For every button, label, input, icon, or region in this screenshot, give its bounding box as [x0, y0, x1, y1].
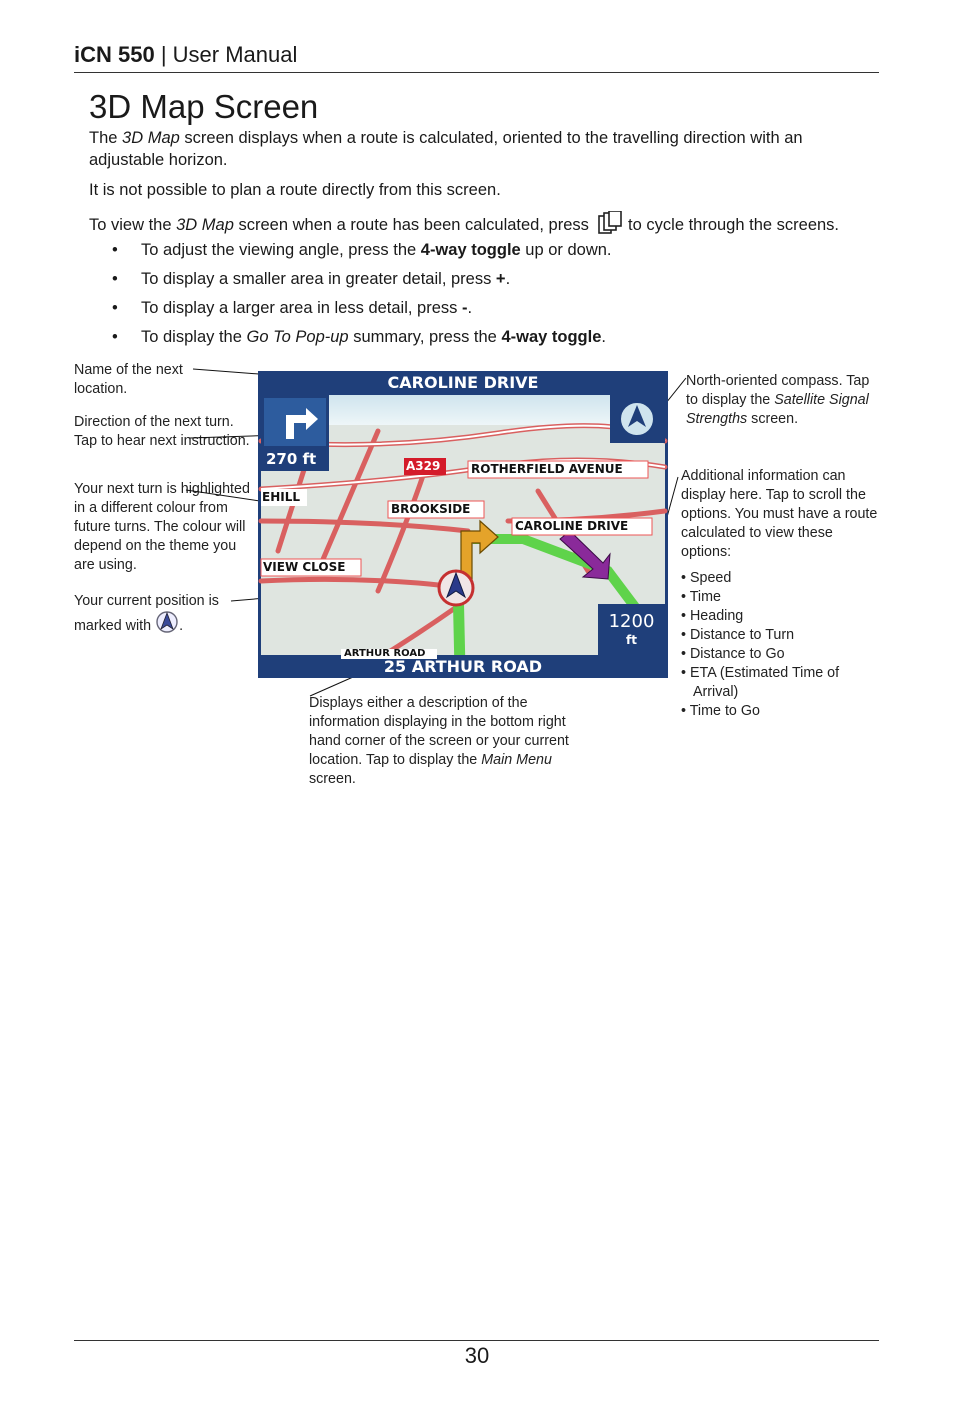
bullet-text: up or down. [520, 241, 612, 259]
map-street-label: VIEW CLOSE [263, 560, 346, 574]
caption-emphasis: Main Menu [481, 752, 552, 768]
option-item: • Time to Go [681, 703, 760, 719]
caption-text: North-oriented compass. Tap to display the [686, 373, 870, 408]
caption-text: Your current position is marked with [74, 593, 219, 634]
map-road-a329: A329 [406, 459, 441, 473]
bullet-text: To display a smaller area in greater detail, press [141, 270, 496, 288]
intro-text: screen when a route has been calculated, press [233, 216, 589, 234]
map-street-label: ROTHERFIELD AVENUE [471, 462, 623, 476]
bullet-emphasis: Go To Pop-up [246, 328, 349, 346]
option-text: Speed [689, 570, 732, 586]
map-street-label: BROOKSIDE [391, 502, 471, 516]
bullet-bold: + [495, 270, 506, 288]
option-item: • Distance to Turn [681, 627, 795, 643]
bullet-item: • To display a smaller area in greater detail, press +. [112, 270, 511, 288]
intro-text: The [89, 129, 123, 147]
caption-emphasis: Satellite Signal Strengths [686, 392, 869, 427]
bullet-text: To adjust the viewing angle, press the [141, 241, 421, 259]
page-title: 3D Map Screen [89, 88, 319, 125]
bullet-item: • To adjust the viewing angle, press the 4-way toggle up or down. [112, 241, 612, 259]
compass-button[interactable] [610, 395, 665, 443]
footer-rule [74, 1340, 879, 1341]
caption-text: screen. [309, 771, 356, 787]
option-text: Time [689, 589, 721, 605]
option-text: Time to Go [689, 703, 760, 719]
intro-paragraph-2: It is not possible to plan a route directly from this screen. [89, 181, 501, 199]
map-screen[interactable] [258, 371, 668, 678]
caption-next-location: Name of the next location. [74, 362, 183, 397]
option-text: Heading [689, 608, 744, 624]
product-name: iCN 550 [74, 42, 155, 67]
bullet-text: To display the [141, 328, 247, 346]
caption-text: screen. [747, 411, 799, 427]
option-item: • Heading [681, 608, 744, 624]
intro-text: To view the [89, 216, 177, 234]
map-top-street[interactable]: CAROLINE DRIVE [387, 373, 539, 392]
map-street-label: EHILL [262, 490, 300, 504]
option-text: Distance to Go [689, 646, 785, 662]
bullet-text: . [601, 328, 606, 346]
caption-highlight: Your next turn is highlighted in a different colour from future turns. The colour will depend on the theme you are using. [74, 481, 250, 573]
caption-text: Displays either a description of the information displaying in the bottom right hand corner of the screen or your current location. Tap to display the [309, 695, 569, 768]
bullet-bold: 4-way toggle [501, 328, 602, 346]
option-item: • Time [681, 589, 721, 605]
header-separator: | [154, 42, 173, 67]
option-item: • Speed [681, 570, 732, 586]
bullet-item: • To display a larger area in less detail, press -. [112, 299, 473, 317]
bullet-text: To display a larger area in less detail, press [141, 299, 462, 317]
caption-next-turn: Direction of the next turn. Tap to hear next instruction. [74, 414, 250, 449]
bullet-text: . [505, 270, 511, 288]
option-text: Distance to Turn [689, 627, 795, 643]
bullet-bold: 4-way toggle [420, 241, 521, 259]
bullet-text: . [467, 299, 473, 317]
intro-emphasis: 3D Map [122, 129, 180, 147]
option-text: ETA (Estimated Time of Arrival) [689, 665, 840, 700]
map-info-value[interactable]: 1200 [608, 611, 655, 632]
bullet-item: • To display the Go To Pop-up summary, press the 4-way toggle. [112, 328, 606, 346]
caption-text: . [179, 618, 184, 634]
bullet-text: summary, press the [348, 328, 502, 346]
map-street-label: CAROLINE DRIVE [515, 519, 629, 533]
bullet-bold: - [462, 299, 468, 317]
option-item: • Distance to Go [681, 646, 785, 662]
map-street-label: ARTHUR ROAD [344, 648, 426, 659]
intro-emphasis: 3D Map [176, 216, 234, 234]
page-number: 30 [464, 1343, 490, 1368]
map-bottom-location[interactable]: 25 ARTHUR ROAD [383, 657, 543, 676]
option-item: • ETA (Estimated Time of Arrival) [681, 665, 840, 700]
intro-text: screen displays when a route is calculated, oriented to the travelling direction with an adjustable horizon. [89, 129, 803, 169]
intro-text: to cycle through the screens. [623, 216, 839, 234]
map-turn-distance[interactable]: 270 ft [266, 450, 317, 468]
map-info-unit: ft [626, 633, 637, 647]
caption-additional: Additional information can display here. Tap to scroll the options. You must have a route calculated to view these options: [681, 468, 878, 560]
manual-name: User Manual [172, 42, 298, 67]
